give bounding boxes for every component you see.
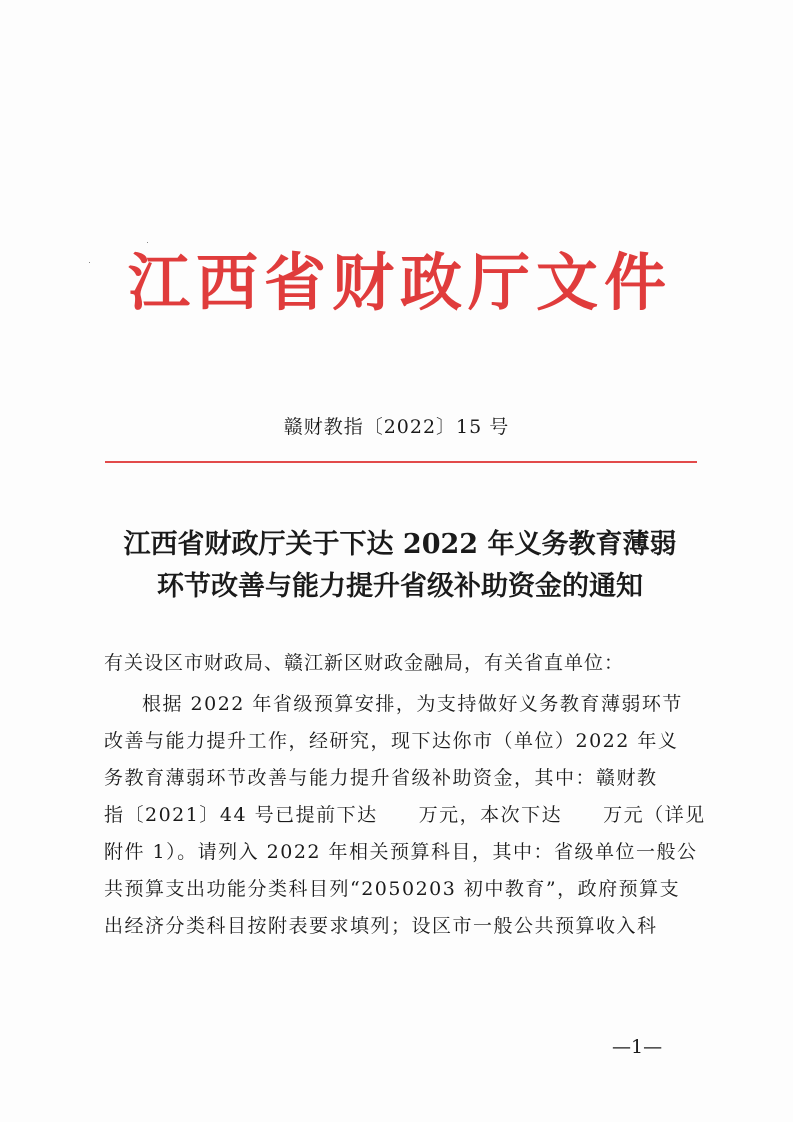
body-line: 改善与能力提升工作，经研究，现下达你市（单位）2022 年义 — [104, 730, 679, 752]
body-line: 务教育薄弱环节改善与能力提升省级补助资金，其中：赣财教 — [104, 767, 658, 789]
notice-title-line-2: 环节改善与能力提升省级补助资金的通知 — [157, 571, 643, 602]
scan-speck — [147, 242, 148, 243]
body-line: 共预算支出功能分类科目列“2050203 初中教育”，政府预算支 — [104, 878, 681, 900]
notice-title — [95, 524, 705, 608]
body-paragraph — [104, 686, 706, 945]
page-number: —1— — [612, 1036, 663, 1058]
body-line: 根据 2022 年省级预算安排，为支持做好义务教育薄弱环节 — [142, 693, 683, 715]
body-line: 出经济分类科目按附表要求填列；设区市一般公共预算收入科 — [104, 915, 658, 937]
body-line: 附件 1）。请列入 2022 年相关预算科目，其中：省级单位一般公 — [104, 841, 698, 863]
notice-title-line-1: 江西省财政厅关于下达 2022 年义务教育薄弱 — [123, 529, 677, 560]
document-number: 赣财教指〔2022〕15 号 — [283, 416, 510, 438]
scan-speck — [89, 262, 90, 263]
body-line: 指〔2021〕44 号已提前下达 万元，本次下达 万元（详见 — [104, 804, 706, 826]
red-divider-line — [105, 461, 697, 463]
document-header-title: 江西省财政厅文件 — [127, 246, 672, 319]
addressee-line: 有关设区市财政局、赣江新区财政金融局，有关省直单位： — [104, 652, 625, 674]
